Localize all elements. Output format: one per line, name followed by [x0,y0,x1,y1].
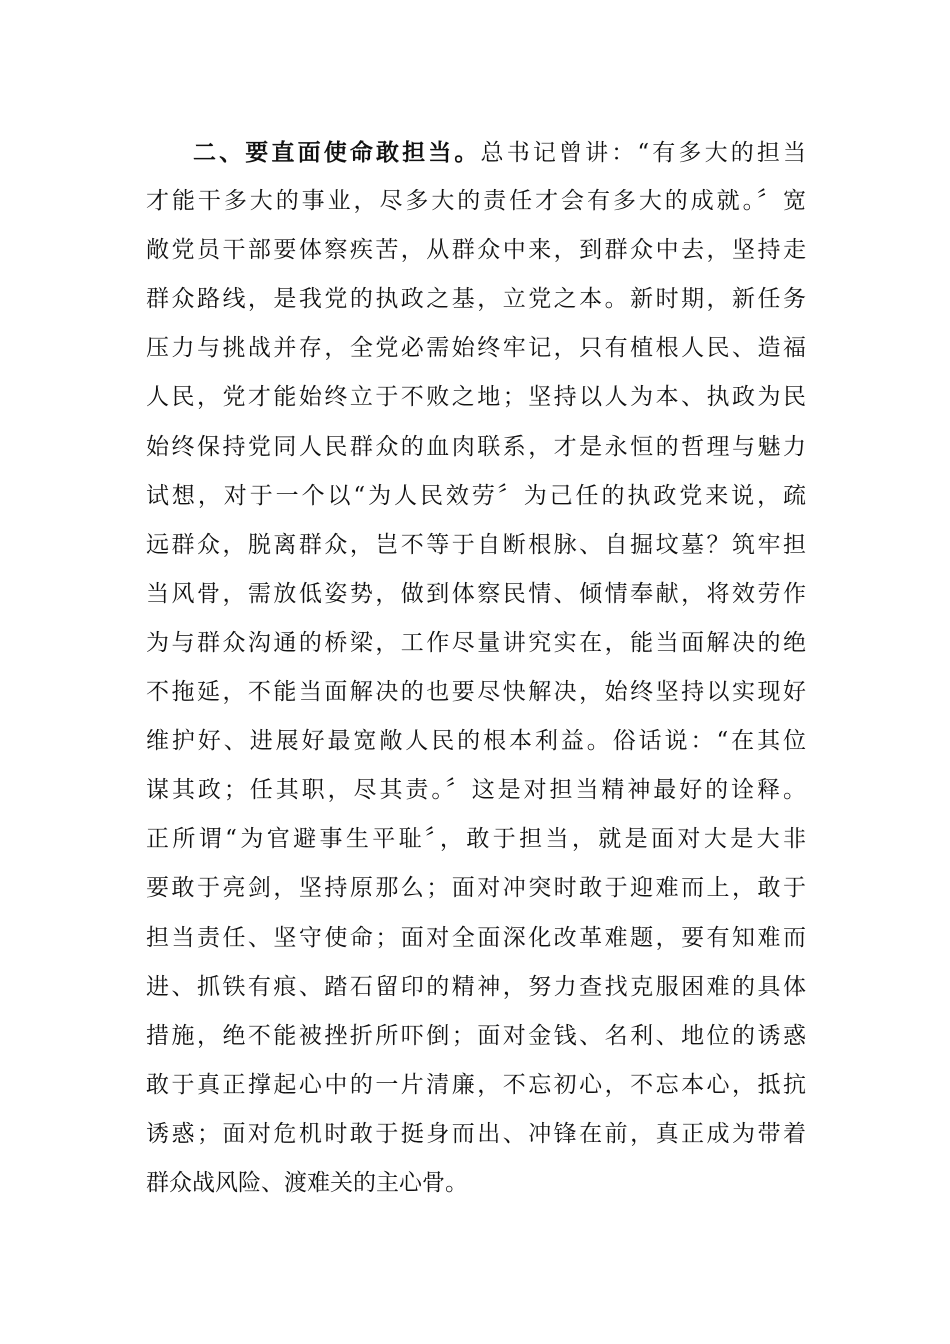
paragraph-line: 担当责任、坚守使命；面对全面深化改革难题，要有知难而 [146,924,806,951]
paragraph-line: 为与群众沟通的桥梁，工作尽量讲究实在，能当面解决的绝 [146,629,806,656]
body-paragraph [146,128,806,1208]
paragraph-line: 谋其政；任其职，尽其责。〞这是对担当精神最好的诠释。 [146,777,806,804]
paragraph-line: 进、抓铁有痕、踏石留印的精神，努力查找克服困难的具体 [146,973,806,1000]
paragraph-line: 群众战风险、渡难关的主心骨。 [146,1169,468,1196]
paragraph-line: 人民，党才能始终立于不败之地；坚持以人为本、执政为民 [146,384,806,411]
paragraph-line: 远群众，脱离群众，岂不等于自断根脉、自掘坟墓？筑牢担 [146,531,806,558]
paragraph-line: 试想，对于一个以“为人民效劳〞为己任的执政党来说，疏 [146,482,806,509]
paragraph-line: 始终保持党同人民群众的血肉联系，才是永恒的哲理与魅力 [146,433,806,460]
paragraph-line: 维护好、进展好最宽敞人民的根本利益。俗话说：“在其位 [146,728,806,755]
paragraph-line: 诱惑；面对危机时敢于挺身而出、冲锋在前，真正成为带着 [146,1120,806,1147]
paragraph-line [146,128,806,177]
paragraph-line: 正所谓“为官避事生平耻〞，敢于担当，就是面对大是大非 [146,826,806,853]
paragraph-line: 敢于真正撑起心中的一片清廉，不忘初心，不忘本心，抵抗 [146,1071,806,1098]
paragraph-line: 不拖延，不能当面解决的也要尽快解决，始终坚持以实现好 [146,679,806,706]
line-text: 总书记曾讲：“有多大的担当 [480,140,806,166]
paragraph-line: 措施，绝不能被挫折所吓倒；面对金钱、名利、地位的诱惑 [146,1022,806,1049]
paragraph-line: 压力与挑战并存，全党必需始终牢记，只有植根人民、造福 [146,335,806,362]
paragraph-line: 群众路线，是我党的执政之基，立党之本。新时期，新任务 [146,286,806,313]
paragraph-line: 要敢于亮剑，坚持原那么；面对冲突时敢于迎难而上，敢于 [146,875,806,902]
section-heading: 二、要直面使命敢担当。 [193,139,481,166]
paragraph-line: 敞党员干部要体察疾苦，从群众中来，到群众中去，坚持走 [146,237,806,264]
paragraph-line: 才能干多大的事业，尽多大的责任才会有多大的成就。〞宽 [146,188,806,215]
paragraph-line: 当风骨，需放低姿势，做到体察民情、倾情奉献，将效劳作 [146,580,806,607]
